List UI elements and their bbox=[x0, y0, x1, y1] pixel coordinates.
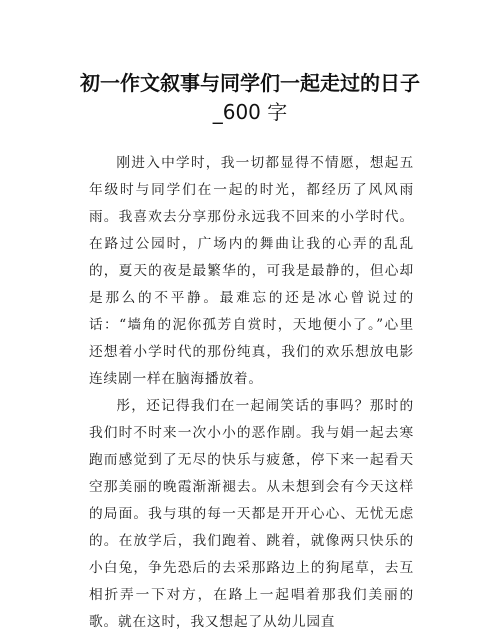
paragraph: 刚进入中学时，我一切都显得不情愿，想起五年级时与同学们在一起的时光，都经历了风风雨雨。我喜欢去分享那份永远我不回来的小学时代。在路过公园时，广场内的舞曲让我的心弄的乱乱的，夏天的夜是最繁华的，可我是最静的，但心却是那么的不平静。最难忘的还是冰心曾说过的话：“墙角的泥你孤芳自赏时，天地便小了。”心里还想着小学时代的那份纯真，我们的欢乐想放电影连续剧一样在脑海播放着。 bbox=[89, 155, 414, 387]
document-body bbox=[89, 150, 414, 636]
document-title-suffix: _600 字 bbox=[212, 100, 288, 124]
paragraph: 彤，还记得我们在一起闹笑话的事吗？那时的我们时不时来一次小小的恶作剧。我与娟一起去寒跑而感觉到了无尽的快乐与疲惫，停下来一起看天空那美丽的晚霞渐渐褪去。从未想到会有今天这样的局面。我与琪的每一天都是开开心心、无忧无虑的。在放学后，我们跑着、跳着，就像两只快乐的小白兔，争先恐后的去采那路边上的狗尾草，去互相折弄一下对方，在路上一起唱着那我们美丽的歌。就在这时，我又想起了从幼儿园直 bbox=[89, 398, 414, 630]
document-title: 初一作文叙事与同学们一起走过的日子 bbox=[80, 71, 420, 95]
